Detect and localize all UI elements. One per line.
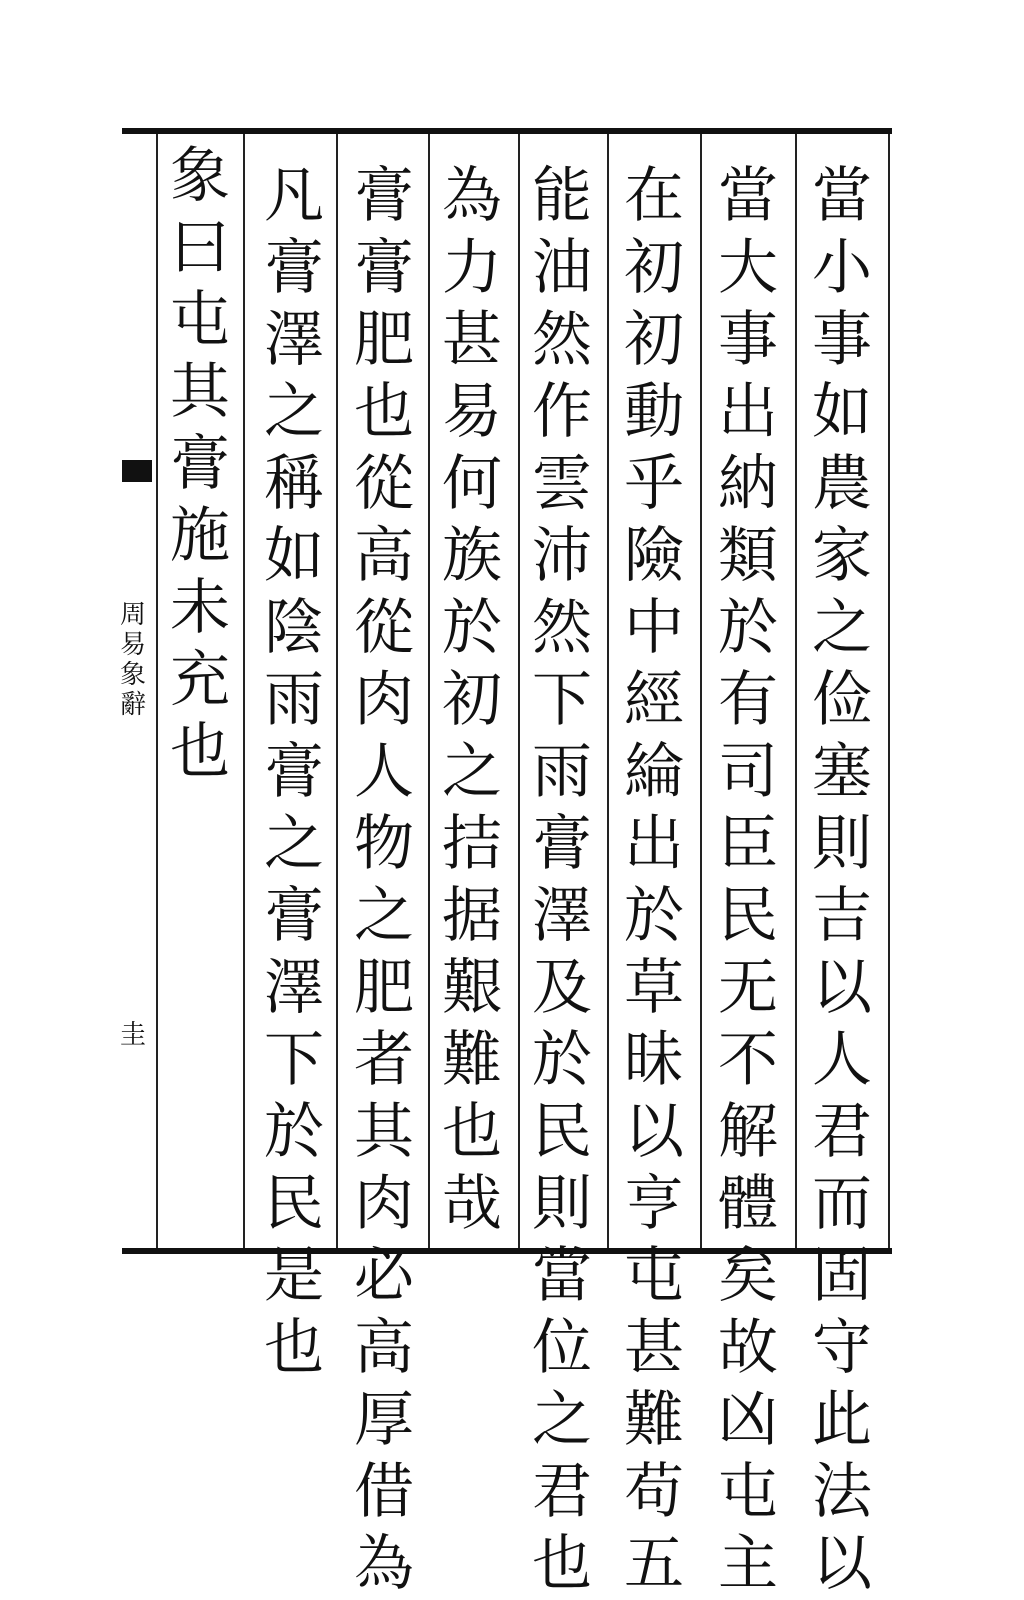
glyph: 有 [718,665,778,735]
glyph: 高 [354,1313,414,1383]
glyph: 於 [532,1025,592,1095]
glyph: 澤 [264,953,324,1023]
glyph: 事 [812,305,872,375]
margin-glyph: 辭 [119,690,146,720]
glyph: 膏 [264,881,324,951]
text-column-7 [258,160,330,1384]
glyph: 體 [718,1169,778,1239]
glyph: 塞 [812,737,872,807]
glyph: 俭 [812,665,872,735]
glyph: 初 [624,233,684,303]
glyph: 其 [354,1097,414,1167]
glyph: 易 [442,377,502,447]
text-column-3 [618,160,690,1600]
glyph: 无 [718,953,778,1023]
glyph: 作 [532,377,592,447]
glyph: 雨 [532,737,592,807]
margin-glyph: 易 [119,630,146,660]
glyph: 事 [718,305,778,375]
glyph: 類 [718,521,778,591]
glyph: 膏 [264,737,324,807]
glyph: 初 [624,305,684,375]
glyph: 民 [264,1169,324,1239]
glyph: 以 [812,953,872,1023]
glyph: 難 [624,1385,684,1455]
glyph: 為 [354,1529,414,1599]
column-rule [243,134,245,1248]
glyph: 固 [812,1241,872,1311]
glyph: 險 [624,521,684,591]
glyph: 之 [442,737,502,807]
glyph: 力 [442,233,502,303]
glyph: 象 [170,141,230,211]
glyph: 屯 [624,1241,684,1311]
glyph: 稱 [264,449,324,519]
glyph: 而 [812,1169,872,1239]
glyph: 出 [718,377,778,447]
glyph: 之 [264,809,324,879]
glyph: 故 [718,1313,778,1383]
glyph: 必 [354,1241,414,1311]
glyph: 則 [812,809,872,879]
glyph: 澤 [264,305,324,375]
text-column-6 [348,160,420,1600]
glyph: 當 [532,1241,592,1311]
glyph: 以 [624,1097,684,1167]
glyph: 之 [354,881,414,951]
text-column-2 [712,160,784,1600]
glyph: 艱 [442,953,502,1023]
margin-glyph: 圭 [119,1020,146,1050]
margin-glyph: 象 [119,660,146,690]
glyph: 此 [812,1385,872,1455]
column-rule [518,134,520,1248]
glyph: 於 [442,593,502,663]
glyph: 出 [624,809,684,879]
glyph: 於 [624,881,684,951]
glyph: 從 [354,593,414,663]
glyph: 家 [812,521,872,591]
glyph: 澤 [532,881,592,951]
top-border [122,128,892,134]
text-column-5 [436,160,508,1240]
glyph: 沛 [532,521,592,591]
column-rule [888,134,890,1248]
margin-fishtail [122,460,152,482]
glyph: 小 [812,233,872,303]
glyph: 君 [532,1457,592,1527]
glyph: 充 [170,645,230,715]
glyph: 解 [718,1097,778,1167]
glyph: 法 [812,1457,872,1527]
glyph: 民 [532,1097,592,1167]
glyph: 昧 [624,1025,684,1095]
glyph: 屯 [718,1457,778,1527]
glyph: 不 [718,1025,778,1095]
glyph: 能 [532,161,592,231]
glyph: 施 [170,501,230,571]
glyph: 甚 [624,1313,684,1383]
glyph: 納 [718,449,778,519]
glyph: 臣 [718,809,778,879]
glyph: 如 [812,377,872,447]
glyph: 之 [812,593,872,663]
glyph: 曰 [170,213,230,283]
glyph: 中 [624,593,684,663]
glyph: 膏 [354,233,414,303]
glyph: 也 [354,377,414,447]
glyph: 膏 [532,809,592,879]
glyph: 其 [170,357,230,427]
glyph: 於 [718,593,778,663]
glyph: 凡 [264,161,324,231]
glyph: 陰 [264,593,324,663]
text-column-1 [806,160,878,1600]
glyph: 及 [532,953,592,1023]
glyph: 以 [812,1529,872,1599]
glyph: 屯 [170,285,230,355]
glyph: 則 [532,1169,592,1239]
glyph: 之 [264,377,324,447]
glyph: 然 [532,593,592,663]
glyph: 膏 [354,161,414,231]
glyph: 吉 [812,881,872,951]
glyph: 守 [812,1313,872,1383]
margin-page-number [118,1020,148,1050]
glyph: 族 [442,521,502,591]
glyph: 雲 [532,449,592,519]
glyph: 人 [354,737,414,807]
text-column-4 [526,160,598,1600]
glyph: 之 [532,1385,592,1455]
glyph: 膏 [170,429,230,499]
glyph: 當 [812,161,872,231]
glyph: 拮 [442,809,502,879]
glyph: 於 [264,1097,324,1167]
glyph: 草 [624,953,684,1023]
glyph: 也 [532,1529,592,1599]
glyph: 主 [718,1529,778,1599]
glyph: 肥 [354,305,414,375]
glyph: 油 [532,233,592,303]
glyph: 民 [718,881,778,951]
glyph: 然 [532,305,592,375]
glyph: 凶 [718,1385,778,1455]
glyph: 据 [442,881,502,951]
glyph: 哉 [442,1169,502,1239]
glyph: 是 [264,1241,324,1311]
glyph: 未 [170,573,230,643]
glyph: 在 [624,161,684,231]
column-rule [700,134,702,1248]
glyph: 人 [812,1025,872,1095]
column-rule [428,134,430,1248]
glyph: 經 [624,665,684,735]
glyph: 大 [718,233,778,303]
glyph: 也 [442,1097,502,1167]
glyph: 下 [264,1025,324,1095]
column-rule [795,134,797,1248]
glyph: 農 [812,449,872,519]
glyph: 也 [170,717,230,787]
glyph: 雨 [264,665,324,735]
glyph: 也 [264,1313,324,1383]
column-rule [156,134,158,1248]
glyph: 為 [442,161,502,231]
glyph: 借 [354,1457,414,1527]
glyph: 君 [812,1097,872,1167]
column-rule [336,134,338,1248]
glyph: 矣 [718,1241,778,1311]
glyph: 司 [718,737,778,807]
glyph: 肥 [354,953,414,1023]
glyph: 苟 [624,1457,684,1527]
glyph: 甚 [442,305,502,375]
glyph: 厚 [354,1385,414,1455]
glyph: 乎 [624,449,684,519]
glyph: 肉 [354,1169,414,1239]
glyph: 高 [354,521,414,591]
glyph: 物 [354,809,414,879]
glyph: 位 [532,1313,592,1383]
margin-book-title [118,600,148,720]
glyph: 下 [532,665,592,735]
glyph: 綸 [624,737,684,807]
glyph: 動 [624,377,684,447]
glyph: 膏 [264,233,324,303]
glyph: 從 [354,449,414,519]
glyph: 初 [442,665,502,735]
glyph: 肉 [354,665,414,735]
glyph: 亨 [624,1169,684,1239]
glyph: 難 [442,1025,502,1095]
glyph: 如 [264,521,324,591]
glyph: 當 [718,161,778,231]
glyph: 五 [624,1529,684,1599]
margin-glyph: 周 [119,600,146,630]
glyph: 何 [442,449,502,519]
glyph: 者 [354,1025,414,1095]
text-column-8 [164,140,236,788]
column-rule [607,134,609,1248]
